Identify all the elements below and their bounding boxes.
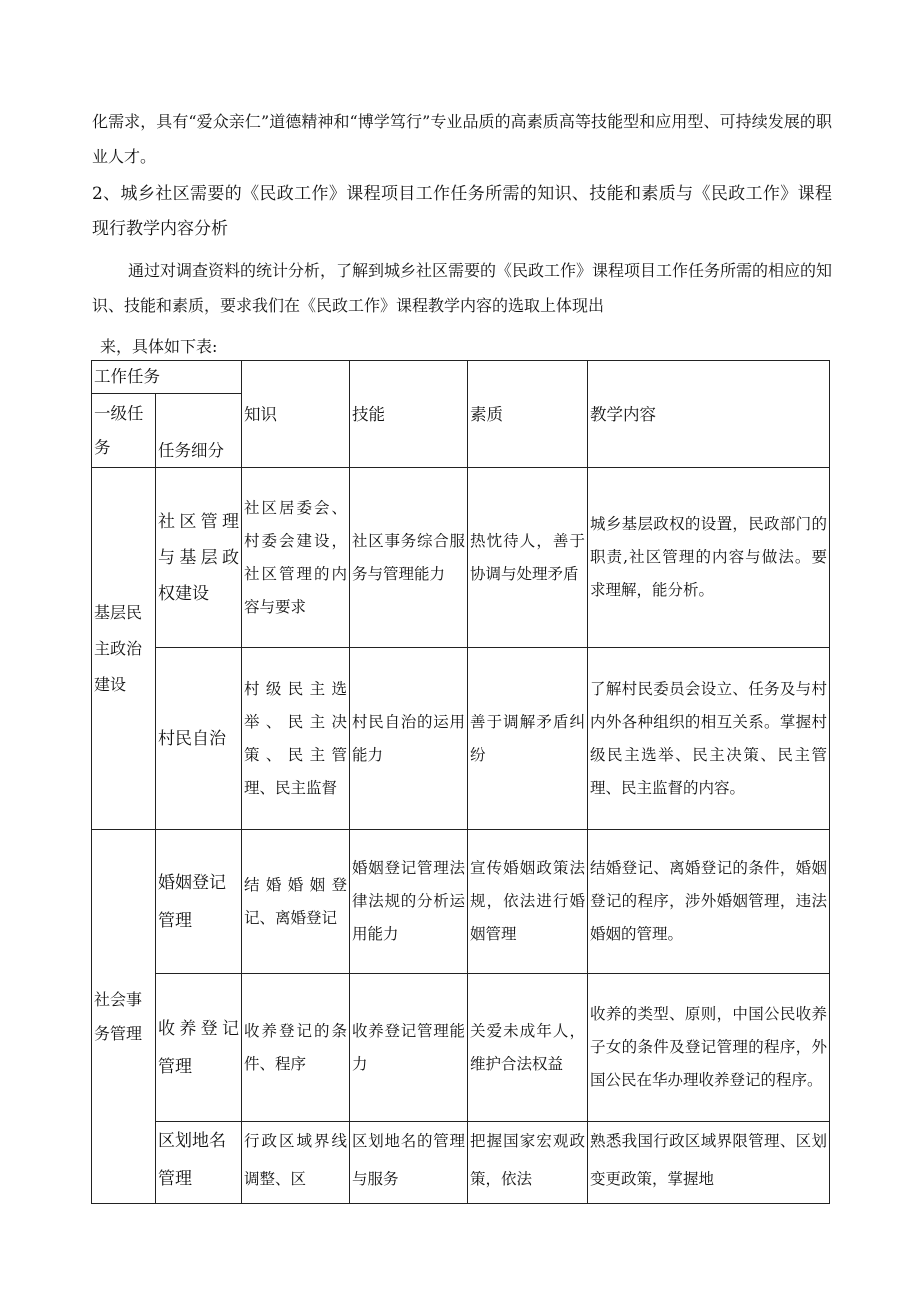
curriculum-table — [91, 360, 830, 1204]
paragraph-analysis: 通过对调查资料的统计分析，了解到城乡社区需要的《民政工作》课程项目工作任务所需的相应的知识、技能和素质，要求我们在《民政工作》课程教学内容的选取上体现出 — [92, 261, 833, 315]
header-work-task: 工作任务 — [92, 361, 242, 394]
paragraph-talent-goal: 化需求，具有“爱众亲仁”道德精神和“博学笃行”专业品质的高素质高等技能型和应用型、可持续发展的职业人才。 — [92, 112, 832, 166]
header-content: 教学内容 — [588, 361, 830, 468]
subtask-cell: 区划地名管理 — [156, 1122, 242, 1204]
header-knowledge: 知识 — [242, 361, 350, 468]
subtask-cell: 收养登记管理 — [156, 974, 242, 1122]
quality-cell: 把握国家宏观政策，依法 — [468, 1122, 588, 1204]
header-level1: 一级任务 — [92, 394, 156, 468]
header-skill: 技能 — [350, 361, 468, 468]
knowledge-cell: 社区居委会、村委会建设，社区管理的内容与要求 — [242, 468, 350, 648]
quality-cell: 善于调解矛盾纠纷 — [468, 648, 588, 830]
quality-cell: 宣传婚姻政策法规，依法进行婚姻管理 — [468, 830, 588, 974]
knowledge-cell: 行政区域界线调整、区 — [242, 1122, 350, 1204]
section-heading: 2、城乡社区需要的《民政工作》课程项目工作任务所需的知识、技能和素质与《民政工作》课程现行教学内容分析 — [92, 184, 832, 239]
content-cell: 熟悉我国行政区域界限管理、区划变更政策，掌握地 — [588, 1122, 830, 1204]
content-cell: 收养的类型、原则，中国公民收养子女的条件及登记管理的程序，外国公民在华办理收养登记的程序。 — [588, 974, 830, 1122]
skill-cell: 区划地名的管理与服务 — [350, 1122, 468, 1204]
paragraph-table-intro: 来，具体如下表: — [100, 337, 218, 356]
knowledge-cell: 村级民主选举、民主决策、民主管理、民主监督 — [242, 648, 350, 830]
knowledge-cell: 结婚婚姻登记、离婚登记 — [242, 830, 350, 974]
knowledge-cell: 收养登记的条件、程序 — [242, 974, 350, 1122]
subtask-cell: 村民自治 — [156, 648, 242, 830]
header-subtask: 任务细分 — [156, 394, 242, 468]
skill-cell: 收养登记管理能力 — [350, 974, 468, 1122]
subtask-cell: 社区管理与基层政权建设 — [156, 468, 242, 648]
level1-task: 基层民主政治建设 — [92, 468, 156, 830]
skill-cell: 社区事务综合服务与管理能力 — [350, 468, 468, 648]
level1-task: 社会事务管理 — [92, 830, 156, 1204]
content-cell: 了解村民委员会设立、任务及与村内外各种组织的相互关系。掌握村级民主选举、民主决策、民主管理、民主监督的内容。 — [588, 648, 830, 830]
header-quality: 素质 — [468, 361, 588, 468]
skill-cell: 村民自治的运用能力 — [350, 648, 468, 830]
quality-cell: 关爱未成年人，维护合法权益 — [468, 974, 588, 1122]
skill-cell: 婚姻登记管理法律法规的分析运用能力 — [350, 830, 468, 974]
subtask-cell: 婚姻登记管理 — [156, 830, 242, 974]
content-cell: 城乡基层政权的设置，民政部门的职责,社区管理的内容与做法。要求理解，能分析。 — [588, 468, 830, 648]
content-cell: 结婚登记、离婚登记的条件，婚姻登记的程序，涉外婚姻管理，违法婚姻的管理。 — [588, 830, 830, 974]
quality-cell: 热忱待人，善于协调与处理矛盾 — [468, 468, 588, 648]
